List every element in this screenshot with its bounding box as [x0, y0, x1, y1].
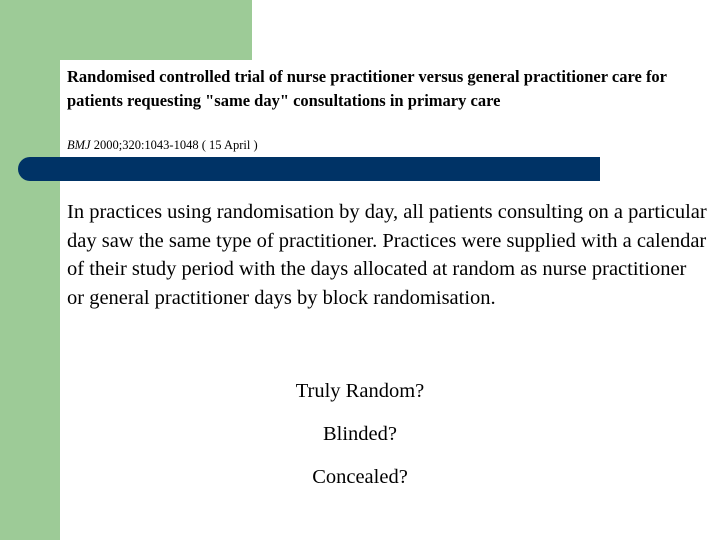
- citation-journal: BMJ: [67, 138, 91, 152]
- title-divider-bar: [18, 157, 600, 181]
- question-truly-random: Truly Random?: [295, 380, 425, 402]
- citation-details: 2000;320:1043-1048 ( 15 April ): [90, 138, 258, 152]
- slide-title: Randomised controlled trial of nurse practitioner versus general practitioner care for patients requesting "same day" consultations in primary care: [67, 67, 667, 110]
- green-strip-left: [0, 0, 60, 540]
- question-concealed: Concealed?: [312, 466, 408, 488]
- citation: [67, 137, 258, 153]
- question-blinded: Blinded?: [322, 423, 397, 445]
- green-block-top: [60, 0, 252, 60]
- body-paragraph: In practices using randomisation by day, all patients consulting on a particular day saw the same type of practitioner. Practices were supplied with a calendar of their study period with the days allocated at random as nurse practitioner or general practitioner days by block randomisation.: [67, 201, 707, 310]
